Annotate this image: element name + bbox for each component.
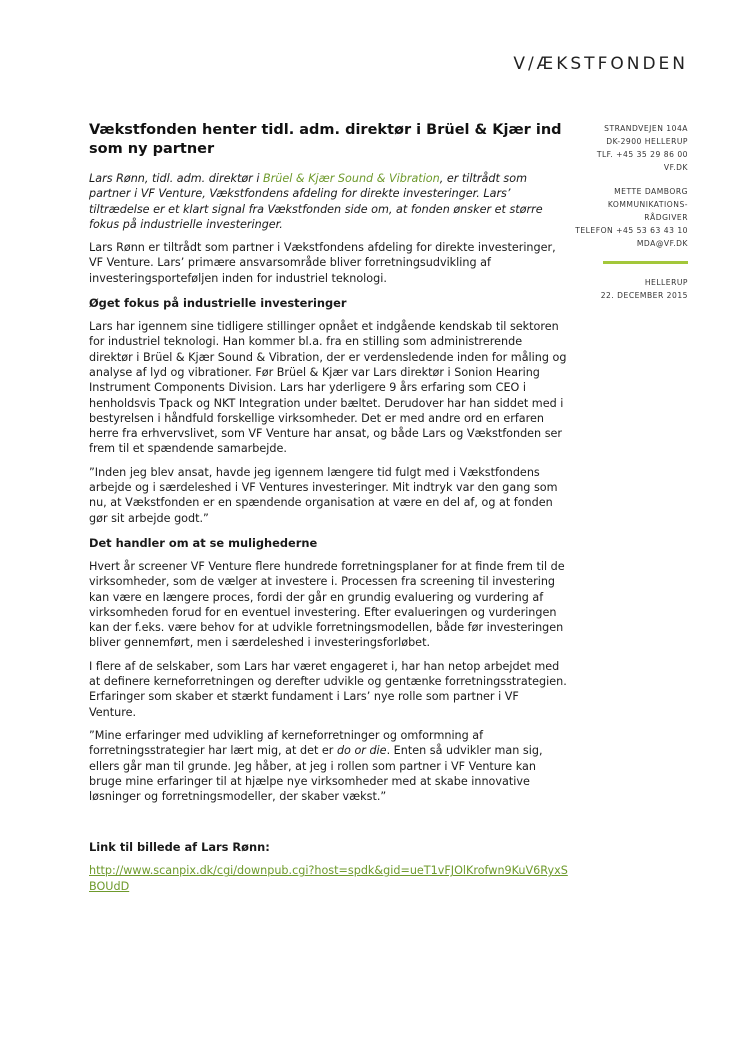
quote-text: ”Mine erfaringer med udvikling af kerneforretninger og omformning af forretningsstrategier har lært mig, at det er bbox=[89, 728, 484, 758]
photo-link[interactable]: http://www.scanpix.dk/cgi/downpub.cgi?host=spdk&gid=ueT1vFJOlKrofwn9KuV6RyxSBOUdD bbox=[89, 864, 568, 893]
lead-text: , er tiltrådt som partner i VF Venture, Vækstfondens afdeling for direkte investeringer. Lars’ tiltrædelse er et klart signal fra Vækstfonden side om, at fonden ønsker et større fokus på industrielle investeringer. bbox=[89, 172, 543, 231]
section-heading: Det handler om at se mulighederne bbox=[89, 535, 318, 550]
photo-link-paragraph bbox=[89, 863, 569, 894]
contact-phone: TELEFON +45 53 63 43 10 bbox=[575, 226, 688, 235]
paragraph: Hvert år screener VF Venture flere hundrede forretningsplaner for at finde frem til de virksomheder, som de vælger at investere i. Processen fra screening til investering kan være en længere proces, fordi der går en grundig evaluering og vurdering af virksomheden forud for en eventuel investering. Efter evalueringen og vurderingen kan der f.eks. være behov for at udvikle forretningsmodellen, både før investeringen bliver gennemført, men i særdeleshed i investeringsforløbet. bbox=[89, 559, 565, 650]
quote-paragraph: ”Inden jeg blev ansat, havde jeg igennem længere tid fulgt med i Vækstfondens arbejde og i særdeleshed i VF Ventures investeringer. Mit indtryk var den gang som nu, at Vækstfonden er en spændende organisation at være en del af, og at fonden gør sit arbejde godt.” bbox=[89, 465, 558, 525]
address-line: DK-2900 HELLERUP bbox=[606, 137, 688, 146]
quote-paragraph bbox=[89, 728, 569, 804]
website-line: VF.DK bbox=[663, 163, 688, 172]
phone-line: TLF. +45 35 29 86 00 bbox=[596, 150, 688, 159]
paragraph: Lars Rønn er tiltrådt som partner i Vækstfondens afdeling for direkte investeringer, VF Venture. Lars’ primære ansvarsområde bliver forretningsudvikling af investeringsporteføljen inden for industriel teknologi. bbox=[89, 241, 556, 285]
lead-paragraph bbox=[89, 171, 569, 232]
quote-text: . Enten så udvikler man sig, ellers går man til grunde. Jeg håber, at jeg i rollen som partner i VF Venture kan bruge mine erfaringer til at hjælpe nye virksomheder med at skabe innovative løsninger og forretningsmodeller, der skaber vækst.” bbox=[89, 744, 543, 804]
photo-link-heading: Link til billede af Lars Rønn: bbox=[89, 840, 270, 855]
contact-title: KOMMUNIKATIONS- bbox=[607, 200, 688, 209]
contact-name: METTE DAMBORG bbox=[614, 187, 688, 196]
company-link[interactable]: Brüel & Kjær Sound & Vibration bbox=[263, 172, 440, 185]
sidebar-divider bbox=[603, 261, 688, 264]
section-heading: Øget fokus på industrielle investeringer bbox=[89, 296, 347, 311]
page-title: Vækstfonden henter tidl. adm. direktør i Brüel & Kjær ind som ny partner bbox=[89, 122, 562, 157]
lead-text: Lars Rønn, tidl. adm. direktør i bbox=[89, 172, 263, 185]
contact-email: MDA@VF.DK bbox=[636, 239, 688, 248]
address-line: STRANDVEJEN 104A bbox=[604, 124, 688, 133]
vaekstfonden-logo: V/ÆKSTFONDEN bbox=[513, 54, 688, 74]
press-release-body bbox=[89, 121, 569, 902]
dateline-date: 22. DECEMBER 2015 bbox=[600, 291, 688, 300]
paragraph: Lars har igennem sine tidligere stillinger opnået et indgående kendskab til sektoren for industriel teknologi. Han kommer bl.a. fra en stilling som administrerende direktør i Brüel & Kjær Sound & Vibration, der er verdensledende inden for måling og analyse af lyd og vibrationer. Før Brüel & Kjær var Lars direktør i Sonion Hearing Instrument Components Division. Lars har yderligere 9 års erfaring som CEO i henholdsvis Tpack og NKT Integration under bæltet. Derudover har han siddet med i bestyrelsen i håndfuld forskellige virksomheder. Det er med andre ord en erfaren herre fra erhvervslivet, som VF Venture har ansat, og både Lars og Vækstfonden ser frem til et spændende samarbejde. bbox=[89, 320, 567, 456]
paragraph: I flere af de selskaber, som Lars har været engageret i, har han netop arbejdet med at definere kerneforretningen og derefter udvikle og gentænke forretningsstrategien. Erfaringer som skaber et stærkt fundament i Lars’ nye rolle som partner i VF Venture. bbox=[89, 659, 567, 719]
contact-title: RÅDGIVER bbox=[644, 213, 688, 222]
dateline-place: HELLERUP bbox=[644, 278, 688, 287]
quote-emphasis: do or die bbox=[336, 744, 387, 758]
